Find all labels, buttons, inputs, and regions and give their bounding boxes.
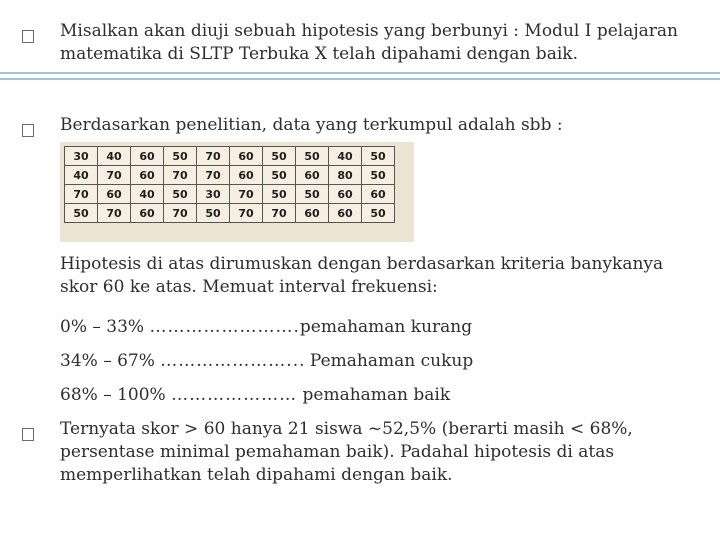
table-cell: 40 <box>131 185 164 204</box>
criteria-range: 0% – 33% <box>60 317 150 337</box>
table-cell: 70 <box>98 204 131 223</box>
table-cell: 40 <box>65 166 98 185</box>
table-cell: 60 <box>131 166 164 185</box>
table-cell: 30 <box>197 185 230 204</box>
table-cell: 50 <box>197 204 230 223</box>
table-cell: 70 <box>263 204 296 223</box>
table-cell: 70 <box>230 185 263 204</box>
table-cell: 70 <box>65 185 98 204</box>
table-cell: 40 <box>329 147 362 166</box>
criteria-range: 68% – 100% <box>60 385 172 405</box>
table-cell: 60 <box>296 204 329 223</box>
bullet-box-2 <box>22 124 34 137</box>
table-row <box>65 204 395 223</box>
table-cell: 50 <box>263 166 296 185</box>
score-data-table-image <box>60 142 414 242</box>
table-cell: 70 <box>164 166 197 185</box>
table-cell: 60 <box>362 185 395 204</box>
criteria-row-2 <box>60 350 700 373</box>
table-cell: 50 <box>362 147 395 166</box>
bullet-box-1 <box>22 30 34 43</box>
header-rule-bottom <box>0 78 720 80</box>
table-cell: 60 <box>230 166 263 185</box>
table-cell: 60 <box>131 147 164 166</box>
bullet-text-1: Misalkan akan diuji sebuah hipotesis yang berbunyi : Modul I pelajaran matematika di SLTP Terbuka X telah dipahami dengan baik. <box>60 21 678 64</box>
table-cell: 60 <box>296 166 329 185</box>
table-cell: 30 <box>65 147 98 166</box>
table-cell: 50 <box>164 147 197 166</box>
table-cell: 70 <box>98 166 131 185</box>
table-cell: 60 <box>98 185 131 204</box>
criteria-dots: ………………… <box>171 385 298 405</box>
table-row <box>65 185 395 204</box>
table-cell: 60 <box>329 185 362 204</box>
bullet-box-3 <box>22 428 34 441</box>
score-table <box>64 146 395 223</box>
criteria-row-3 <box>60 384 700 407</box>
table-cell: 80 <box>329 166 362 185</box>
table-cell: 70 <box>164 204 197 223</box>
header-rule-top <box>0 72 720 74</box>
criteria-label: pemahaman baik <box>297 385 451 405</box>
table-cell: 50 <box>296 185 329 204</box>
table-cell: 50 <box>362 166 395 185</box>
table-cell: 50 <box>164 185 197 204</box>
criteria-dots: ………………….. <box>160 351 300 371</box>
criteria-label: . Pemahaman cukup <box>299 351 474 371</box>
table-cell: 60 <box>131 204 164 223</box>
table-cell: 50 <box>65 204 98 223</box>
table-cell: 70 <box>197 147 230 166</box>
table-cell: 70 <box>230 204 263 223</box>
criteria-range: 34% – 67% <box>60 351 161 371</box>
bullet-text-2: Berdasarkan penelitian, data yang terkumpul adalah sbb : <box>60 115 563 135</box>
criteria-label: pemahaman kurang <box>299 317 473 337</box>
criteria-dots: ……………………. <box>149 317 300 337</box>
table-cell: 60 <box>230 147 263 166</box>
criteria-row-1 <box>60 316 700 339</box>
table-row <box>65 147 395 166</box>
table-row <box>65 166 395 185</box>
hypothesis-text: Hipotesis di atas dirumuskan dengan berdasarkan kriteria banykanya skor 60 ke atas. Memuat interval frekuensi: <box>60 254 664 297</box>
table-cell: 50 <box>263 147 296 166</box>
bullet-text-3: Ternyata skor > 60 hanya 21 siswa ~52,5% (berarti masih < 68%, persentase minimal pemahaman baik). Padahal hipotesis di atas memperlihatkan telah dipahami dengan baik. <box>60 419 633 485</box>
table-cell: 50 <box>362 204 395 223</box>
table-cell: 70 <box>197 166 230 185</box>
table-cell: 40 <box>98 147 131 166</box>
table-cell: 50 <box>296 147 329 166</box>
table-cell: 60 <box>329 204 362 223</box>
table-cell: 50 <box>263 185 296 204</box>
